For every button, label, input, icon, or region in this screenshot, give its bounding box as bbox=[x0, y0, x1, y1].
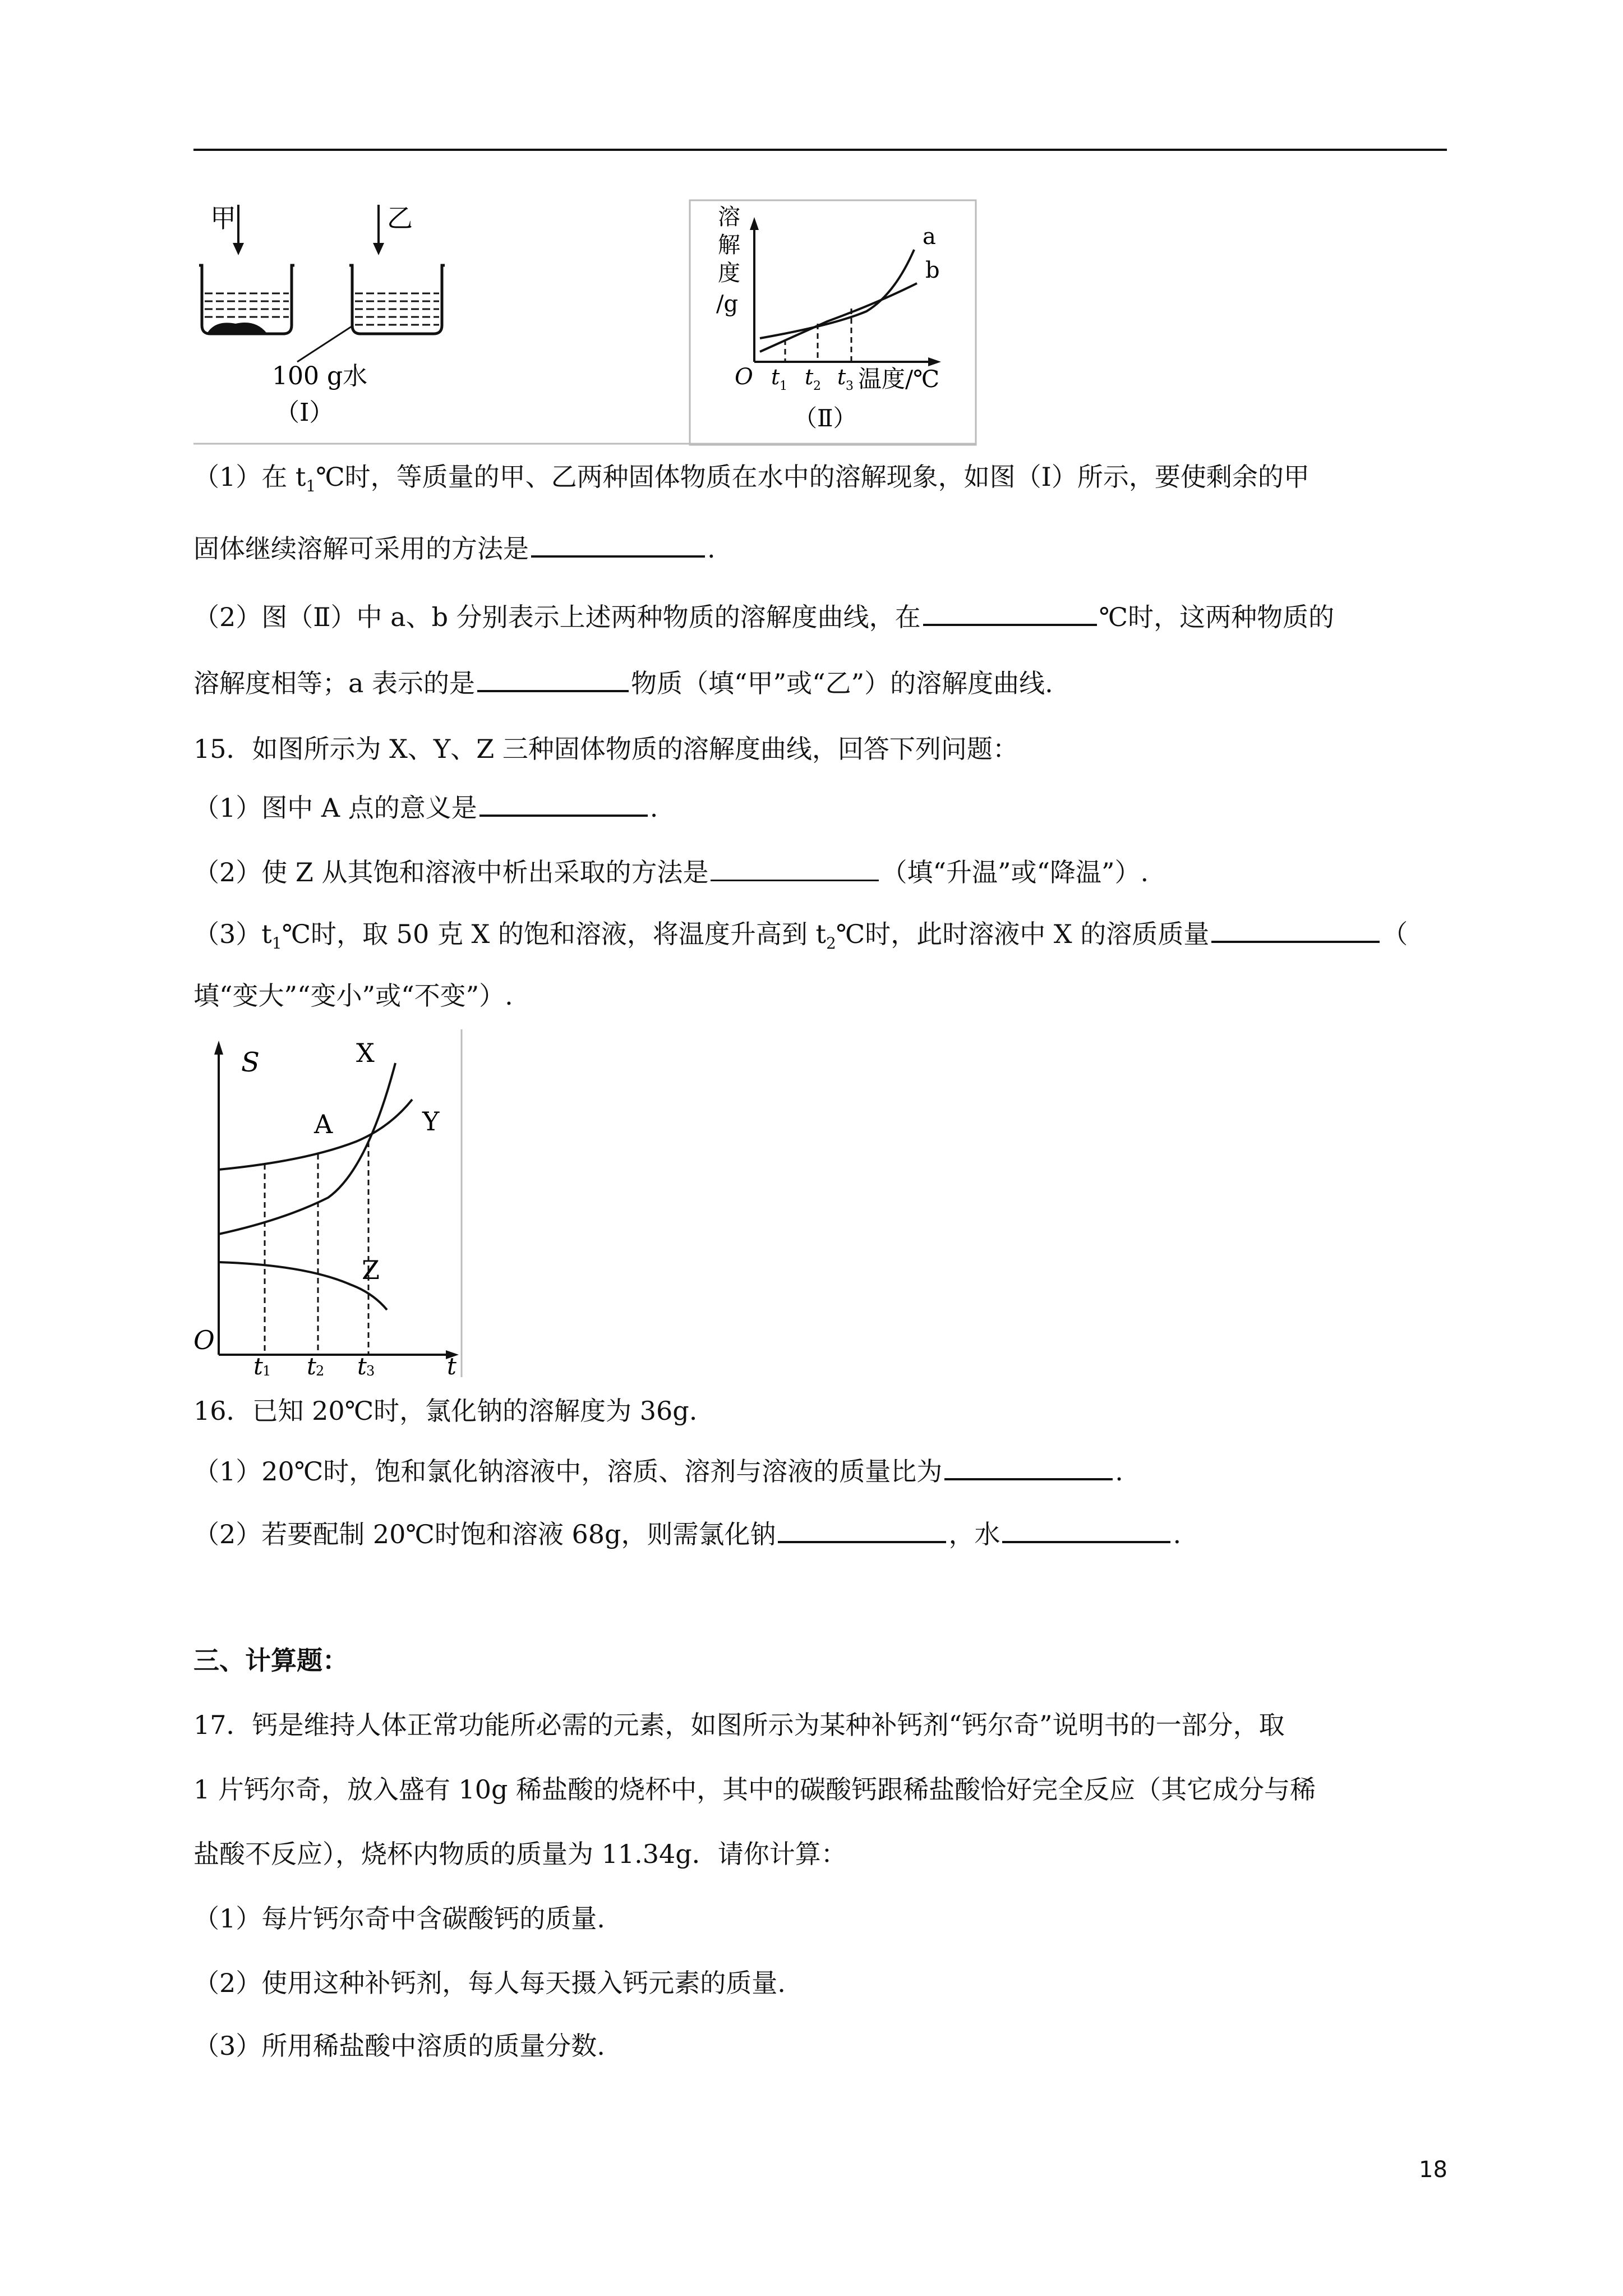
figure-beakers-and-solubility bbox=[193, 199, 979, 446]
tick-t1-xyz-sub: 1 bbox=[262, 1363, 271, 1377]
tick-t3-xyz-sub: 3 bbox=[366, 1363, 375, 1377]
tick-t3-II-sub: 3 bbox=[846, 379, 854, 393]
y-label-char-2: 解 bbox=[718, 232, 740, 258]
tick-t3-II: t bbox=[837, 365, 846, 389]
answer-blank-q15-1[interactable] bbox=[479, 792, 648, 817]
x-label-xyz: t bbox=[447, 1352, 457, 1377]
answer-blank-q16-1[interactable] bbox=[944, 1456, 1113, 1480]
q16-part1: （1）20℃时，饱和氯化钠溶液中，溶质、溶剂与溶液的质量比为 . bbox=[193, 1456, 1123, 1487]
answer-blank-q14-2b[interactable] bbox=[477, 668, 629, 692]
answer-blank-q15-2[interactable] bbox=[711, 857, 879, 881]
tick-t1-xyz: t bbox=[253, 1352, 263, 1377]
q17-line3: 盐酸不反应），烧杯内物质的质量为 11.34g．请你计算： bbox=[193, 1839, 847, 1869]
curve-Y-label: Y bbox=[422, 1106, 440, 1137]
y-label-char-1: 溶 bbox=[718, 204, 740, 230]
curve-a-label: a bbox=[923, 224, 936, 250]
q15-stem: 15．如图所示为 X、Y、Z 三种固体物质的溶解度曲线，回答下列问题： bbox=[193, 734, 1018, 764]
point-A-label: A bbox=[314, 1109, 333, 1139]
y-label-char-3: 度 bbox=[718, 260, 740, 286]
q14-part2-line2: 溶解度相等；a 表示的是 物质（填“甲”或“乙”）的溶解度曲线. bbox=[193, 668, 1053, 698]
answer-blank-q15-3[interactable] bbox=[1211, 918, 1380, 943]
caption-I: （Ⅰ） bbox=[275, 398, 334, 427]
curve-Z-label: Z bbox=[362, 1255, 380, 1285]
caption-II: （Ⅱ） bbox=[794, 404, 857, 432]
q17-line1: 17．钙是维持人体正常功能所必需的元素，如图所示为某种补钙剂“钙尔奇”说明书的一部分，取 bbox=[193, 1710, 1285, 1740]
q15-part1: （1）图中 A 点的意义是 . bbox=[193, 793, 658, 823]
answer-blank-q14-2a[interactable] bbox=[923, 601, 1097, 626]
tick-t2-II-sub: 2 bbox=[813, 379, 821, 393]
section-heading-calculation: 三、计算题： bbox=[193, 1645, 348, 1676]
tick-t2-xyz-sub: 2 bbox=[316, 1363, 325, 1377]
q15-part2: （2）使 Z 从其饱和溶液中析出采取的方法是 （填“升温”或“降温”）. bbox=[193, 857, 1149, 887]
curve-b-label: b bbox=[925, 257, 940, 283]
beaker-jia-label: 甲 bbox=[210, 203, 236, 233]
tick-t3-xyz: t bbox=[357, 1352, 367, 1377]
y-label-S: S bbox=[241, 1047, 260, 1078]
answer-blank-q16-2a[interactable] bbox=[778, 1519, 946, 1543]
answer-blank-q14-1[interactable] bbox=[531, 533, 705, 558]
origin-label-II: O bbox=[735, 364, 753, 390]
tick-t1-II-sub: 1 bbox=[780, 379, 787, 393]
y-label-char-4: /g bbox=[716, 291, 739, 317]
q16-stem: 16．已知 20℃时，氯化钠的溶解度为 36g. bbox=[193, 1396, 698, 1426]
tick-t1-II: t bbox=[771, 365, 780, 389]
tick-t2-II: t bbox=[805, 365, 814, 389]
water-label: 100 g水 bbox=[272, 362, 368, 390]
x-label-II: 温度/℃ bbox=[858, 365, 940, 393]
origin-label-xyz: O bbox=[193, 1325, 215, 1355]
figure-xyz-solubility bbox=[193, 1029, 463, 1377]
q15-part3-line2: 填“变大”“变小”或“不变”）. bbox=[193, 981, 513, 1011]
q17-line2: 1 片钙尔奇，放入盛有 10g 稀盐酸的烧杯中，其中的碳酸钙跟稀盐酸恰好完全反应（其它成分与稀 bbox=[193, 1774, 1316, 1805]
q17-part2: （2）使用这种补钙剂，每人每天摄入钙元素的质量. bbox=[193, 1968, 786, 1998]
q14-part1-line2: 固体继续溶解可采用的方法是 . bbox=[193, 533, 716, 564]
q17-part1: （1）每片钙尔奇中含碳酸钙的质量. bbox=[193, 1903, 605, 1934]
curve-X-label: X bbox=[356, 1038, 375, 1068]
page-number: 18 bbox=[1419, 2157, 1447, 2183]
answer-blank-q16-2b[interactable] bbox=[1002, 1519, 1170, 1543]
q16-part2: （2）若要配制 20℃时饱和溶液 68g，则需氯化钠 ，水 . bbox=[193, 1519, 1182, 1549]
q14-part1-line1: （1）在 $t_1℃$时，等质量的甲、乙两种固体物质在水中的溶解现象，如图（Ⅰ）所示，要使剩余的甲 bbox=[193, 462, 1310, 496]
tick-t2-xyz: t bbox=[307, 1352, 316, 1377]
q17-part3: （3）所用稀盐酸中溶质的质量分数. bbox=[193, 2031, 605, 2061]
q15-part3-line1: $(3)t_1℃$时，取 50 克 X 的饱和溶液，将温度升高到 $t_2℃$时，此时溶液中 X 的溶质质量 （ bbox=[193, 919, 1408, 953]
q14-part2-line1: （2）图（Ⅱ）中 a、b 分别表示上述两种物质的溶解度曲线，在 ℃时，这两种物质的 bbox=[193, 602, 1335, 632]
header-rule bbox=[193, 149, 1447, 151]
beaker-yi-label: 乙 bbox=[387, 203, 413, 233]
